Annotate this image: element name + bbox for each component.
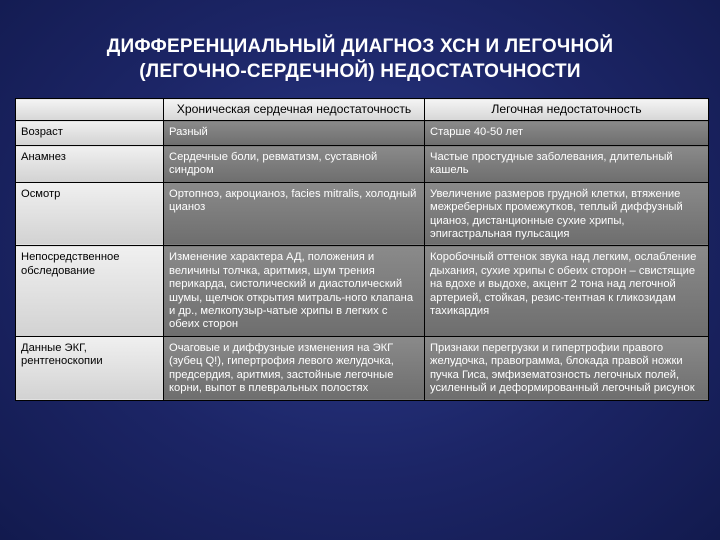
comparison-table	[15, 98, 709, 401]
row-label-anamnesis: Анамнез	[16, 146, 164, 183]
slide-title-line-1: ДИФФЕРЕНЦИАЛЬНЫЙ ДИАГНОЗ ХСН И ЛЕГОЧНОЙ	[106, 36, 614, 57]
cell-pulmonary: Признаки перегрузки и гипертрофии правого желудочка, правограмма, блокада правой ножки пучка Гиса, эмфизематозность легочных полей, усиленный и деформированный легочный рисунок	[425, 336, 709, 400]
row-label-examination: Осмотр	[16, 182, 164, 246]
table-row	[16, 121, 709, 146]
table-row	[16, 182, 709, 246]
cell-pulmonary: Частые простудные заболевания, длительный кашель	[425, 146, 709, 183]
cell-chf: Разный	[164, 121, 425, 146]
cell-pulmonary: Увеличение размеров грудной клетки, втяжение межреберных промежутков, теплый диффузный цианоз, дистанционные сухие хрипы, эпигастральная пульсация	[425, 182, 709, 246]
row-label-age: Возраст	[16, 121, 164, 146]
cell-chf: Очаговые и диффузные изменения на ЭКГ (зубец Q!), гипертрофия левого желудочка, предсердия, аритмия, застойные легочные корни, выпот в плевральных полостях	[164, 336, 425, 400]
cell-chf: Изменение характера АД, положения и величины толчка, аритмия, шум трения перикарда, систолический и диастолический шумы, щелчок открытия митраль-ного клапана и др., мелкопузыр-чатые хрипы в легких с обеих сторон	[164, 246, 425, 336]
table-row	[16, 336, 709, 400]
header-cell-empty	[16, 99, 164, 121]
slide-title	[0, 34, 720, 84]
header-cell-chf: Хроническая сердечная недостаточность	[164, 99, 425, 121]
cell-chf: Сердечные боли, ревматизм, суставной синдром	[164, 146, 425, 183]
table-header-row	[16, 99, 709, 121]
header-cell-pulmonary: Легочная недостаточность	[425, 99, 709, 121]
table-row	[16, 146, 709, 183]
row-label-direct-exam: Непосредственное обследование	[16, 246, 164, 336]
cell-chf: Ортопноэ, акроцианоз, facies mitralis, холодный цианоз	[164, 182, 425, 246]
slide-title-line-2: (ЛЕГОЧНО-СЕРДЕЧНОЙ) НЕДОСТАТОЧНОСТИ	[139, 61, 581, 82]
cell-pulmonary: Коробочный оттенок звука над легким, ослабление дыхания, сухие хрипы с обеих сторон – свистящие на вдохе и выдохе, акцент 2 тона над легочной артерией, стойкая, резис-тентная к гликозидам тахикардия	[425, 246, 709, 336]
row-label-ecg-xray: Данные ЭКГ, рентгеноскопии	[16, 336, 164, 400]
cell-pulmonary: Старше 40-50 лет	[425, 121, 709, 146]
table-row	[16, 246, 709, 336]
